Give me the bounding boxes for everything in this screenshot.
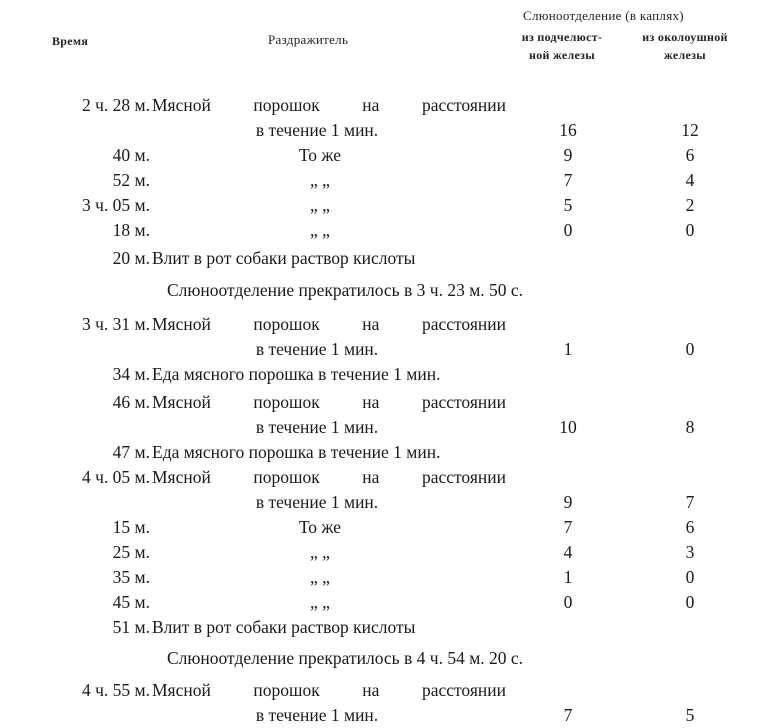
- row-submandibular-value: 7: [563, 517, 573, 537]
- note-text: Слюноотделение прекратилось в 3 ч. 23 м. 50 с.: [166, 280, 524, 300]
- row-submandibular-value: 7: [563, 705, 573, 725]
- row-time: 47 м.: [112, 442, 150, 462]
- header-stimulus: Раздражитель: [268, 32, 349, 47]
- table-row: [0, 118, 760, 143]
- table-row: [0, 415, 760, 440]
- row-time: 52 м.: [112, 170, 150, 190]
- row-stimulus: Еда мясного порошка в течение 1 мин.: [152, 364, 441, 384]
- row-parotid-value: 6: [685, 145, 695, 165]
- row-stimulus: Влит в рот собаки раствор кислоты: [152, 617, 416, 637]
- table-row: [0, 490, 760, 515]
- row-stimulus: Мясной порошок на расстоянии: [152, 467, 506, 487]
- row-stimulus: „ „: [310, 170, 330, 190]
- row-time: 40 м.: [112, 145, 150, 165]
- header-salivation: Слюноотделение (в каплях): [523, 8, 684, 23]
- row-time: 4 ч. 05 м.: [81, 467, 150, 487]
- row-time: 15 м.: [112, 517, 150, 537]
- table-row: [0, 440, 760, 465]
- note-text: Слюноотделение прекратилось в 4 ч. 54 м. 20 с.: [166, 648, 524, 668]
- row-time: 45 м.: [112, 592, 150, 612]
- row-stimulus: Мясной порошок на расстоянии: [152, 314, 506, 334]
- row-time: 3 ч. 31 м.: [81, 314, 150, 334]
- row-parotid-value: 0: [685, 220, 695, 240]
- table-row: [0, 615, 760, 640]
- row-parotid-value: 7: [685, 492, 695, 512]
- row-stimulus: „ „: [310, 592, 330, 612]
- row-stimulus: Еда мясного порошка в течение 1 мин.: [152, 442, 441, 462]
- row-time: 20 м.: [112, 248, 150, 268]
- table-row: [0, 515, 760, 540]
- row-submandibular-value: 7: [563, 170, 573, 190]
- row-time: 2 ч. 28 м.: [81, 95, 150, 115]
- row-parotid-value: 0: [685, 339, 695, 359]
- row-stimulus: в течение 1 мин.: [255, 120, 379, 140]
- table-row: [0, 465, 760, 490]
- row-stimulus: То же: [298, 517, 342, 537]
- table-row: [0, 678, 760, 703]
- row-submandibular-value: 4: [563, 542, 573, 562]
- row-submandibular-value: 10: [559, 417, 577, 437]
- row-stimulus: „ „: [310, 567, 330, 587]
- table-row: [0, 246, 760, 271]
- row-parotid-value: 8: [685, 417, 695, 437]
- row-stimulus: Мясной порошок на расстоянии: [152, 392, 506, 412]
- row-submandibular-value: 9: [563, 492, 573, 512]
- row-stimulus: „ „: [310, 195, 330, 215]
- row-submandibular-value: 0: [563, 592, 573, 612]
- row-stimulus: Мясной порошок на расстоянии: [152, 95, 506, 115]
- row-parotid-value: 2: [685, 195, 695, 215]
- row-time: 18 м.: [112, 220, 150, 240]
- row-time: 46 м.: [112, 392, 150, 412]
- note-row: [0, 278, 760, 303]
- row-time: 34 м.: [112, 364, 150, 384]
- header-parotid: [630, 28, 740, 64]
- row-stimulus: То же: [298, 145, 342, 165]
- row-time: 35 м.: [112, 567, 150, 587]
- table-row: [0, 143, 760, 168]
- row-time: 4 ч. 55 м.: [81, 680, 150, 700]
- header-time: Время: [52, 34, 89, 48]
- table-row: [0, 703, 760, 728]
- row-parotid-value: 4: [685, 170, 695, 190]
- table-row: [0, 362, 760, 387]
- row-stimulus: Мясной порошок на расстоянии: [152, 680, 506, 700]
- table-row: [0, 218, 760, 243]
- row-parotid-value: 12: [681, 120, 699, 140]
- header-parotid-line2: железы: [664, 48, 706, 62]
- row-submandibular-value: 9: [563, 145, 573, 165]
- header-submandibular-line1: из подчелюст-: [521, 30, 603, 44]
- note-row: [0, 646, 760, 671]
- row-parotid-value: 6: [685, 517, 695, 537]
- table-row: [0, 590, 760, 615]
- header-submandibular-line2: ной железы: [529, 48, 595, 62]
- row-time: 25 м.: [112, 542, 150, 562]
- table-row: [0, 193, 760, 218]
- table-row: [0, 565, 760, 590]
- row-time: 3 ч. 05 м.: [81, 195, 150, 215]
- row-submandibular-value: 16: [559, 120, 577, 140]
- row-stimulus: в течение 1 мин.: [255, 339, 379, 359]
- row-stimulus: „ „: [310, 220, 330, 240]
- table-row: [0, 168, 760, 193]
- header-submandibular: [497, 28, 627, 64]
- row-stimulus: в течение 1 мин.: [255, 492, 379, 512]
- table-row: [0, 312, 760, 337]
- row-parotid-value: 0: [685, 567, 695, 587]
- row-submandibular-value: 5: [563, 195, 573, 215]
- row-stimulus: „ „: [310, 542, 330, 562]
- table-row: [0, 390, 760, 415]
- row-parotid-value: 5: [685, 705, 695, 725]
- row-stimulus: Влит в рот собаки раствор кислоты: [152, 248, 416, 268]
- row-submandibular-value: 1: [563, 567, 573, 587]
- table-row: [0, 337, 760, 362]
- header-parotid-line1: из околоушной: [642, 30, 728, 44]
- row-submandibular-value: 0: [563, 220, 573, 240]
- row-parotid-value: 3: [685, 542, 695, 562]
- table-row: [0, 540, 760, 565]
- row-parotid-value: 0: [685, 592, 695, 612]
- row-submandibular-value: 1: [563, 339, 573, 359]
- row-stimulus: в течение 1 мин.: [255, 705, 379, 725]
- row-stimulus: в течение 1 мин.: [255, 417, 379, 437]
- row-time: 51 м.: [112, 617, 150, 637]
- table-row: [0, 93, 760, 118]
